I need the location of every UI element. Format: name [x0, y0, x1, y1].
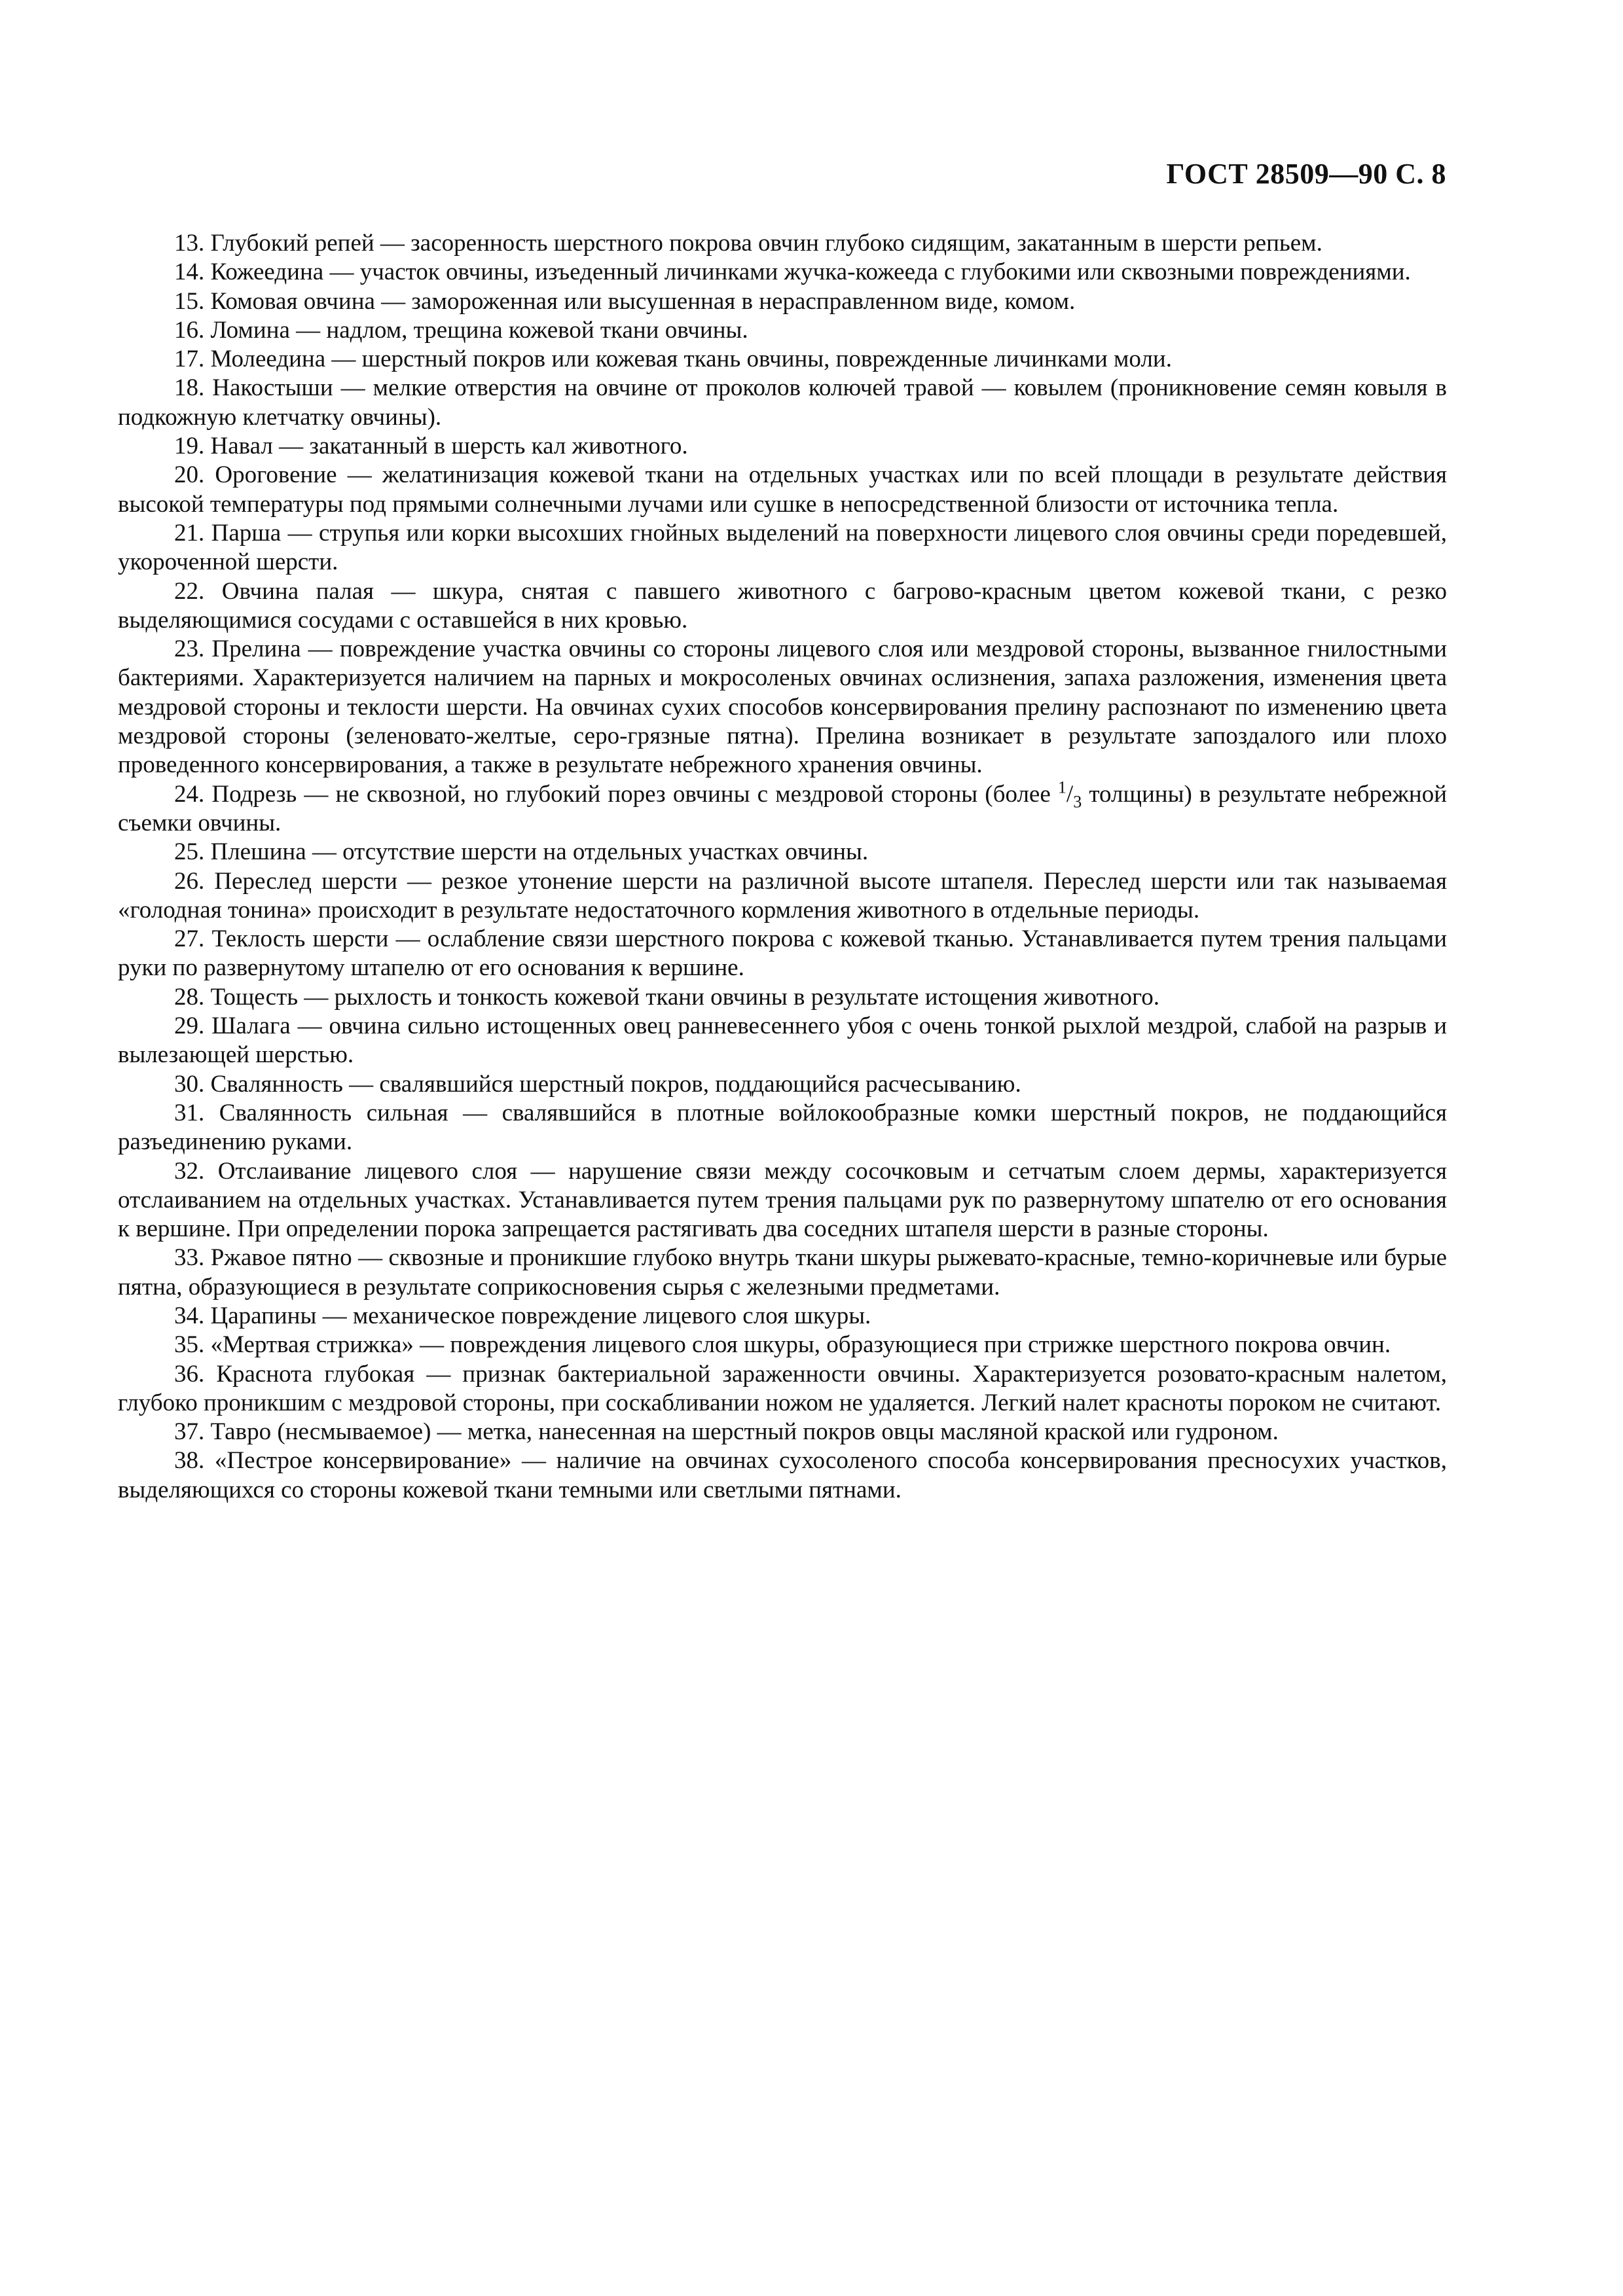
- definition-30: 30. Свалянность — свалявшийся шерстный покров, поддающийся расчесыванию.: [174, 1070, 1021, 1098]
- definition-34: 34. Царапины — механическое повреждение лицевого слоя шкуры.: [174, 1302, 871, 1329]
- definition-24-before: 24. Подрезь — не сквозной, но глубокий порез овчины с мездровой стороны (более: [174, 780, 1058, 808]
- definition-27: 27. Теклость шерсти — ослабление связи шерстного покрова с кожевой тканью. Устанавливается путем трения пальцами руки по развернутому штапелю от его основания к вершине.: [118, 925, 1447, 982]
- fraction-denominator: 3: [1073, 792, 1082, 812]
- definition-21: 21. Парша — струпья или корки высохших гнойных выделений на поверхности лицевого слоя овчины среди поредевшей, укороченной шерсти.: [118, 519, 1447, 576]
- definition-37: 37. Тавро (несмываемое) — метка, нанесенная на шерстный покров овцы масляной краской или гудроном.: [174, 1418, 1279, 1446]
- definition-25: 25. Плешина — отсутствие шерсти на отдельных участках овчины.: [174, 838, 869, 866]
- definition-26: 26. Переслед шерсти — резкое утонение шерсти на различной высоте штапеля. Переслед шерсти или так называемая «голодная тонина» происходит в результате недостаточного кормления животного в отдельные периоды.: [118, 867, 1447, 924]
- definition-29: 29. Шалага — овчина сильно истощенных овец ранневесеннего убоя с очень тонкой рыхлой мездрой, слабой на разрыв и вылезающей шерстью.: [118, 1013, 1447, 1069]
- fraction-numerator: 1: [1057, 778, 1067, 797]
- definition-13: 13. Глубокий репей — засоренность шерстного покрова овчин глубоко сидящим, закатанным в шерсти репьем.: [174, 230, 1322, 257]
- definition-23: 23. Прелина — повреждение участка овчины со стороны лицевого слоя или мездровой стороны, вызванное гнилостными бактериями. Характеризуется наличием на парных и мокросоленых овчинах ослизнения, запаха разложения, изменения цвета мездровой стороны и теклости шерсти. На овчинах сухих способов консервирования прелину распознают по изменению цвета мездровой стороны (зеленовато-желтые, серо-грязные пятна). Прелина возникает в результате запоздалого или плохо проведенного консервирования, а также в результате небрежного хранения овчины.: [118, 636, 1447, 779]
- definition-22: 22. Овчина палая — шкура, снятая с павшего животного с багрово-красным цветом кожевой ткани, с резко выделяющимися сосудами с оставшейся в них кровью.: [118, 577, 1447, 634]
- definition-31: 31. Свалянность сильная — свалявшийся в плотные войлокообразные комки шерстный покров, не поддающийся разъединению руками.: [118, 1099, 1447, 1156]
- definition-17: 17. Молеедина — шерстный покров или кожевая ткань овчины, поврежденные личинками моли.: [174, 346, 1172, 373]
- definition-24: [118, 780, 1447, 838]
- definition-18: 18. Накостыши — мелкие отверстия на овчине от проколов колючей травой — ковылем (проникновение семян ковыля в подкожную клетчатку овчины).: [118, 374, 1447, 431]
- definition-15: 15. Комовая овчина — замороженная или высушенная в нерасправленном виде, комом.: [174, 287, 1076, 315]
- document-body: [118, 229, 1447, 1505]
- definition-24-after: толщины) в результате небрежной съемки овчины.: [118, 780, 1447, 836]
- definition-14: 14. Кожеедина — участок овчины, изъеденный личинками жучка-кожееда с глубокими или сквозными повреждениями.: [174, 259, 1411, 286]
- definition-36: 36. Краснота глубокая — признак бактериальной зараженности овчины. Характеризуется розовато-красным налетом, глубоко проникшим с мездровой стороны, при соскабливании ножом не удаляется. Легкий налет красноты пороком не считают.: [118, 1360, 1447, 1416]
- definition-32: 32. Отслаивание лицевого слоя — нарушение связи между сосочковым и сетчатым слоем дермы, характеризуется отслаиванием на отдельных участках. Устанавливается путем трения пальцами рук по развернутому шпателю от его основания к вершине. При определении порока запрещается растягивать два соседних штапеля шерсти в разные стороны.: [118, 1157, 1447, 1243]
- definition-33: 33. Ржавое пятно — сквозные и проникшие глубоко внутрь ткани шкуры рыжевато-красные, темно-коричневые или бурые пятна, образующиеся в результате соприкосновения сырья с железными предметами.: [118, 1244, 1447, 1300]
- definition-35: 35. «Мертвая стрижка» — повреждения лицевого слоя шкуры, образующиеся при стрижке шерстного покрова овчин.: [174, 1331, 1391, 1359]
- definition-19: 19. Навал — закатанный в шерсть кал животного.: [174, 433, 688, 460]
- page-header: ГОСТ 28509—90 С. 8: [1166, 158, 1446, 190]
- definition-20: 20. Ороговение — желатинизация кожевой ткани на отдельных участках или по всей площади в результате действия высокой температуры под прямыми солнечными лучами или сушке в непосредственной близости от источника тепла.: [118, 461, 1447, 518]
- definition-28: 28. Тощесть — рыхлость и тонкость кожевой ткани овчины в результате истощения животного.: [174, 983, 1159, 1011]
- definition-38: 38. «Пестрое консервирование» — наличие на овчинах сухосоленого способа консервирования пресносухих участков, выделяющихся со стороны кожевой ткани темными или светлыми пятнами.: [118, 1447, 1447, 1503]
- definition-16: 16. Ломина — надлом, трещина кожевой ткани овчины.: [174, 316, 748, 344]
- fraction-one-third: $^1/_3$: [1057, 778, 1082, 812]
